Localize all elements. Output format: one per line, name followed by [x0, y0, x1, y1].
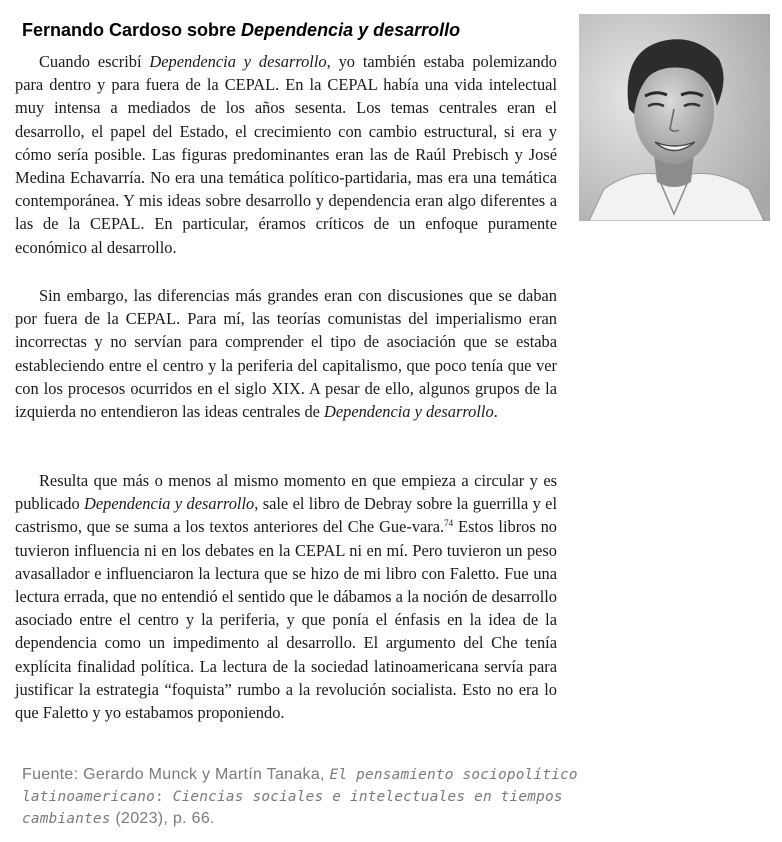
source-subtitle: Ciencias sociales e intelectuales en tiempos cambiantes [22, 788, 563, 827]
portrait-photo [579, 14, 770, 221]
p3-book-title: Dependencia y desarrollo [84, 494, 255, 514]
title-prefix: Fernando Cardoso sobre [22, 20, 242, 40]
p3-text-a: Resulta que más o menos al mismo momento en que empieza a circular y es publicado [15, 471, 557, 514]
source-label: Fuente: Gerardo Munck y Martín Tanaka, [22, 766, 330, 783]
p2-text-c: . [493, 402, 498, 422]
source-tail: (2023), p. 66. [110, 810, 215, 827]
p3-text-c: , sale el libro de Debray sobre la guerrilla y el castrismo, que se suma a los textos anteriores del Che Gue-vara. [15, 494, 558, 537]
p2-text-a: Sin embargo, las diferencias más grandes eran con discusiones que se daban por fuera de la CEPAL. Para mí, las teorías comunistas del imperialismo eran incorrectas y no servían para comprender el tipo de asociación que se estaba estableciendo entre el centro y la periferia del capitalismo, que poco tenía que ver con los procesos ocurridos en el siglo XIX. A pesar de ello, algunos grupos de la izquierda no entendieron las ideas centrales de [15, 286, 557, 422]
p1-text-c: , yo también estaba polemizando para dentro y para fuera de la CEPAL. En la CEPAL había una vida intelectual muy intensa a mediados de los años sesenta. Los temas centrales eran el desarrollo, el papel del Estado, el crecimiento con cambio estructural, si era y cómo sería posible. Las figuras predominantes eran las de Raúl Prebisch y José Medina Echavarría. No era una temática político-partidaria, mas era una temática contemporánea. Y mis ideas sobre desarrollo y dependencia eran algo diferentes a las de la CEPAL. En particular, éramos críticos de un enfoque puramente económico al desarrollo. [15, 52, 557, 257]
page-title [22, 20, 460, 41]
paragraph-2 [15, 284, 557, 423]
portrait-illustration [579, 14, 770, 221]
footnote-marker: 74 [444, 518, 454, 529]
paragraph-3 [15, 469, 557, 724]
p1-book-title: Dependencia y desarrollo [149, 52, 327, 71]
p2-book-title: Dependencia y desarrollo [324, 402, 494, 422]
p3-text-d: Estos libros no tuvieron influencia ni en los debates en la CEPAL ni en mí. Pero tuvieron un peso avasallador e influenciaron la lectura que se hizo de mi libro con Faletto. Fue una lectura errada, que no entendió el sentido que le dábamos a la noción de desarrollo asociado entre el centro y la periferia, y que ponía el énfasis en la idea de la dependencia como un impedimento al desarrollo. El argumento del Che tenía explícita finalidad política. La lectura de la sociedad latinoamericana servía para justificar la estrategia “foquista” rumbo a la revolución socialista. Esto no era lo que Faletto y yo estabamos proponiendo. [15, 517, 557, 723]
p1-text-a: Cuando escribí [39, 52, 150, 71]
source-work-title: El pensamiento sociopolítico latinoamericano [22, 767, 578, 805]
source-citation [22, 764, 582, 831]
paragraph-1 [15, 50, 557, 259]
title-book: Dependencia y desarrollo [241, 20, 461, 40]
source-colon: : [154, 788, 173, 805]
